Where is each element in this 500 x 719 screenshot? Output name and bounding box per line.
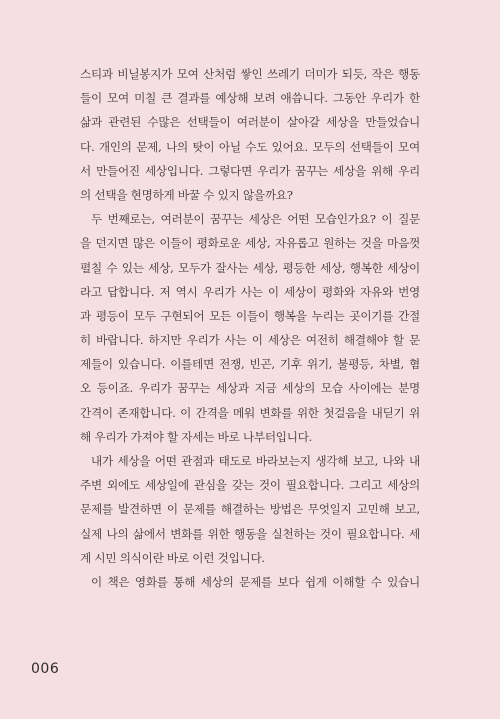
text-line: 두 번째로는, 여러분이 꿈꾸는 세상은 어떤 모습인가요? 이 질문 (91, 212, 420, 227)
page-number: 006 (31, 661, 60, 677)
text-line: 제들이 있습니다. 이를테면 전쟁, 빈곤, 기후 위기, 불평등, 차별, 혐 (80, 357, 420, 372)
text-line: 이 책은 영화를 통해 세상의 문제를 보다 쉽게 이해할 수 있습니 (91, 574, 420, 589)
text-line: 내가 세상을 어떤 관점과 태도로 바라보는지 생각해 보고, 나와 내 (91, 454, 420, 468)
text-line: 문제를 발견하면 이 문제를 해결하는 방법은 무엇일지 고민해 보고, (80, 502, 420, 517)
text-line: 펼칠 수 있는 세상, 모두가 잘사는 세상, 평등한 세상, 행복한 세상이 (80, 260, 420, 275)
text-line: 을 던지면 많은 이들이 평화로운 세상, 자유롭고 원하는 것을 마음껏 (80, 236, 420, 251)
text-line: 히 바랍니다. 하지만 우리가 사는 이 세상은 여전히 해결해야 할 문 (80, 333, 420, 348)
text-line: 과 평등이 모두 구현되어 모든 이들이 행복을 누리는 곳이기를 간절 (80, 308, 420, 323)
text-line: 라고 답합니다. 저 역시 우리가 사는 이 세상이 평화와 자유와 번영 (80, 284, 420, 299)
text-line: 오 등이죠. 우리가 꿈꾸는 세상과 지금 세상의 모습 사이에는 분명 (80, 381, 420, 396)
text-line: 서 만들어진 세상입니다. 그렇다면 우리가 꿈꾸는 세상을 위해 우리 (80, 163, 420, 178)
text-line: 간격이 존재합니다. 이 간격을 메워 변화를 위한 첫걸음을 내딛기 위 (80, 405, 420, 420)
text-line: 들이 모여 미칠 큰 결과를 예상해 보려 애씁니다. 그동안 우리가 한 (80, 91, 420, 106)
text-line: 다. 개인의 문제, 나의 탓이 아닐 수도 있어요. 모두의 선택들이 모여 (80, 139, 420, 154)
text-line: 의 선택을 현명하게 바꿀 수 있지 않을까요? (80, 187, 293, 202)
body-text (80, 62, 420, 594)
text-line: 삶과 관련된 수많은 선택들이 여러분이 살아갈 세상을 만들었습니 (80, 115, 420, 130)
text-line: 실제 나의 삶에서 변화를 위한 행동을 실천하는 것이 필요합니다. 세 (80, 526, 420, 541)
text-line: 해 우리가 가져야 할 자세는 바로 나부터입니다. (80, 429, 313, 444)
text-line: 스티과 비닐봉지가 모여 산처럼 쌓인 쓰레기 더미가 되듯, 작은 행동 (80, 67, 420, 81)
text-line: 주변 외에도 세상일에 관심을 갖는 것이 필요합니다. 그리고 세상의 (80, 478, 420, 493)
text-line: 계 시민 의식이란 바로 이런 것입니다. (80, 550, 265, 565)
